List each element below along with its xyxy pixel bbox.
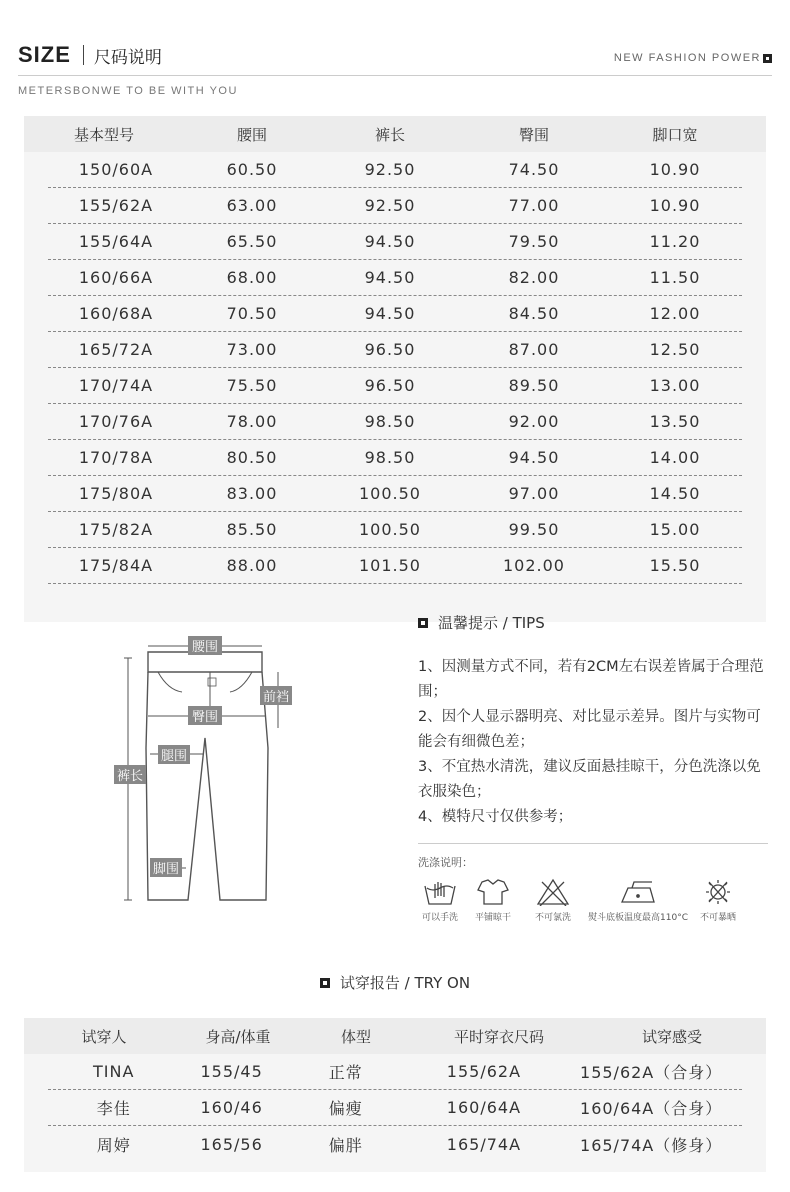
dry-flat-icon	[476, 878, 510, 906]
table-cell: 165/74A	[446, 1134, 522, 1154]
table-row	[48, 1126, 742, 1162]
table-row	[48, 512, 742, 548]
table-cell: 155/45	[200, 1062, 263, 1081]
table-row	[48, 296, 742, 332]
table-cell: 82.00	[508, 268, 560, 287]
size-guide-title: 尺码说明	[93, 47, 162, 68]
header-cell: 试穿感受	[641, 1027, 702, 1046]
table-cell: 92.00	[508, 412, 560, 431]
header-cell: 臀围	[518, 125, 549, 144]
table-cell: 92.50	[364, 160, 416, 179]
header-cell: 腰围	[236, 125, 267, 144]
table-cell: 94.50	[364, 268, 416, 287]
table-cell: 175/80A	[78, 484, 154, 503]
header-cell: 基本型号	[73, 125, 134, 144]
table-cell: 99.50	[508, 520, 560, 539]
table-cell: 12.50	[649, 340, 701, 359]
table-cell: 偏胖	[328, 1135, 363, 1155]
table-row	[48, 1054, 742, 1090]
table-cell: 65.50	[226, 232, 278, 251]
table-cell: 100.50	[359, 484, 421, 503]
square-bullet-icon	[320, 978, 330, 988]
page-header	[18, 40, 162, 70]
size-table-body	[24, 152, 766, 584]
table-cell: 160/68A	[78, 304, 154, 323]
tips-title-text: 温馨提示 / TIPS	[438, 614, 545, 632]
table-cell: 96.50	[364, 376, 416, 395]
try-on-table	[24, 1018, 766, 1172]
table-cell: 170/78A	[78, 448, 154, 467]
table-cell: 165/72A	[78, 340, 154, 359]
iron-item	[582, 878, 694, 923]
iron-icon	[618, 878, 658, 906]
pants-measurement-diagram	[110, 628, 300, 908]
no-sun-item	[694, 878, 742, 923]
table-cell: 160/64A（合身）	[580, 1099, 723, 1118]
table-cell: 155/64A	[78, 232, 154, 251]
table-cell: 84.50	[508, 304, 560, 323]
table-row	[48, 368, 742, 404]
square-bullet-icon	[763, 54, 772, 63]
table-cell: 78.00	[226, 412, 278, 431]
tip-item: 2、因个人显示器明亮、对比显示差异。图片与实物可能会有细微色差；	[418, 709, 761, 750]
front-rise-label: 前裆	[260, 686, 292, 705]
hip-label: 臀围	[188, 706, 222, 725]
dry-flat-item	[462, 878, 524, 923]
header-divider	[83, 45, 84, 65]
table-cell: 68.00	[226, 268, 278, 287]
table-cell: TINA	[93, 1062, 135, 1081]
washing-instructions	[418, 843, 768, 923]
brand-subtitle: METERSBONWE TO BE WITH YOU	[18, 85, 238, 97]
table-cell: 102.00	[503, 556, 565, 575]
table-cell: 94.50	[508, 448, 560, 467]
hem-label: 脚围	[150, 858, 182, 877]
table-cell: 170/76A	[78, 412, 154, 431]
table-cell: 李佳	[96, 1099, 131, 1118]
tip-item: 4、模特尺寸仅供参考；	[418, 809, 573, 825]
table-cell: 92.50	[364, 196, 416, 215]
table-cell: 160/66A	[78, 268, 154, 287]
washing-icons	[418, 878, 768, 923]
table-cell: 13.00	[649, 376, 701, 395]
table-cell: 88.00	[226, 556, 278, 575]
table-row	[48, 1090, 742, 1126]
table-cell: 155/62A	[78, 196, 154, 215]
try-on-table-header	[24, 1018, 766, 1054]
dry-flat-label: 平铺晾干	[474, 913, 511, 923]
no-sun-label: 不可暴晒	[699, 913, 736, 923]
table-row	[48, 260, 742, 296]
table-cell: 85.50	[226, 520, 278, 539]
table-cell: 15.50	[649, 556, 701, 575]
table-cell: 89.50	[508, 376, 560, 395]
table-cell: 13.50	[649, 412, 701, 431]
table-cell: 83.00	[226, 484, 278, 503]
tip-item: 3、不宜热水清洗，建议反面悬挂晾干，分色洗涤以免衣服染色；	[418, 759, 761, 800]
table-cell: 14.00	[649, 448, 701, 467]
hand-wash-label: 可以手洗	[421, 913, 458, 923]
table-row	[48, 404, 742, 440]
table-cell: 98.50	[364, 448, 416, 467]
table-cell: 97.00	[508, 484, 560, 503]
table-cell: 165/56	[200, 1134, 263, 1154]
table-cell: 100.50	[359, 520, 421, 539]
table-cell: 15.00	[649, 520, 701, 539]
table-row	[48, 476, 742, 512]
table-cell: 94.50	[364, 232, 416, 251]
size-heading: SIZE	[18, 42, 71, 67]
table-cell: 14.50	[649, 484, 701, 503]
table-cell: 150/60A	[78, 160, 154, 179]
table-cell: 60.50	[226, 160, 278, 179]
hand-wash-item	[418, 878, 462, 923]
table-cell: 11.20	[649, 232, 701, 251]
try-on-table-body	[24, 1054, 766, 1162]
header-cell: 脚口宽	[652, 125, 698, 144]
table-cell: 77.00	[508, 196, 560, 215]
table-cell: 96.50	[364, 340, 416, 359]
table-cell: 75.50	[226, 376, 278, 395]
brand-tagline	[614, 52, 772, 64]
header-cell: 平时穿衣尺码	[453, 1027, 544, 1046]
table-cell: 101.50	[359, 556, 421, 575]
tip-item: 1、因测量方式不同，若有2CM左右误差皆属于合理范围；	[418, 659, 764, 700]
table-cell: 73.00	[226, 340, 278, 359]
table-cell: 94.50	[364, 304, 416, 323]
table-cell: 10.90	[649, 196, 701, 215]
table-cell: 11.50	[649, 268, 701, 287]
table-row	[48, 440, 742, 476]
table-cell: 正常	[328, 1063, 363, 1082]
table-cell: 74.50	[508, 160, 560, 179]
header-cell: 试穿人	[81, 1027, 127, 1046]
table-cell: 70.50	[226, 304, 278, 323]
size-table	[24, 116, 766, 622]
square-bullet-icon	[418, 618, 428, 628]
table-cell: 160/64A	[446, 1098, 522, 1117]
size-table-header	[24, 116, 766, 152]
length-label: 裤长	[114, 765, 146, 784]
table-cell: 79.50	[508, 232, 560, 251]
header-cell: 裤长	[374, 125, 405, 144]
table-row	[48, 548, 742, 584]
no-bleach-icon	[536, 878, 570, 906]
thigh-label: 腿围	[158, 745, 190, 764]
table-cell: 63.00	[226, 196, 278, 215]
table-cell: 175/82A	[78, 520, 154, 539]
table-row	[48, 152, 742, 188]
table-cell: 160/46	[200, 1098, 263, 1117]
table-row	[48, 188, 742, 224]
table-cell: 175/84A	[78, 556, 154, 575]
tips-section	[418, 612, 768, 831]
no-sun-icon	[701, 878, 735, 906]
table-cell: 155/62A（合身）	[580, 1063, 723, 1082]
table-cell: 周婷	[96, 1135, 131, 1155]
header-rule	[18, 75, 772, 76]
table-cell: 165/74A（修身）	[580, 1135, 723, 1155]
table-cell: 98.50	[364, 412, 416, 431]
header-cell: 身高/体重	[205, 1027, 271, 1046]
no-bleach-item	[524, 878, 582, 923]
table-cell: 80.50	[226, 448, 278, 467]
table-cell: 87.00	[508, 340, 560, 359]
table-cell: 170/74A	[78, 376, 154, 395]
table-cell: 12.00	[649, 304, 701, 323]
try-on-title-text: 试穿报告 / TRY ON	[339, 974, 471, 992]
washing-title: 洗涤说明：	[418, 856, 473, 869]
iron-label: 熨斗底板温度最高110°C	[588, 913, 688, 923]
waist-label: 腰围	[188, 636, 222, 655]
table-cell: 155/62A	[446, 1062, 522, 1081]
brand-tagline-text: NEW FASHION POWER	[613, 52, 761, 64]
table-row	[48, 224, 742, 260]
table-cell: 10.90	[649, 160, 701, 179]
table-cell: 偏瘦	[328, 1099, 363, 1118]
tips-title	[418, 612, 768, 633]
table-row	[48, 332, 742, 368]
no-bleach-label: 不可氯洗	[534, 913, 571, 923]
hand-wash-icon	[423, 878, 457, 906]
header-cell: 体型	[340, 1027, 371, 1046]
try-on-title	[0, 972, 790, 993]
